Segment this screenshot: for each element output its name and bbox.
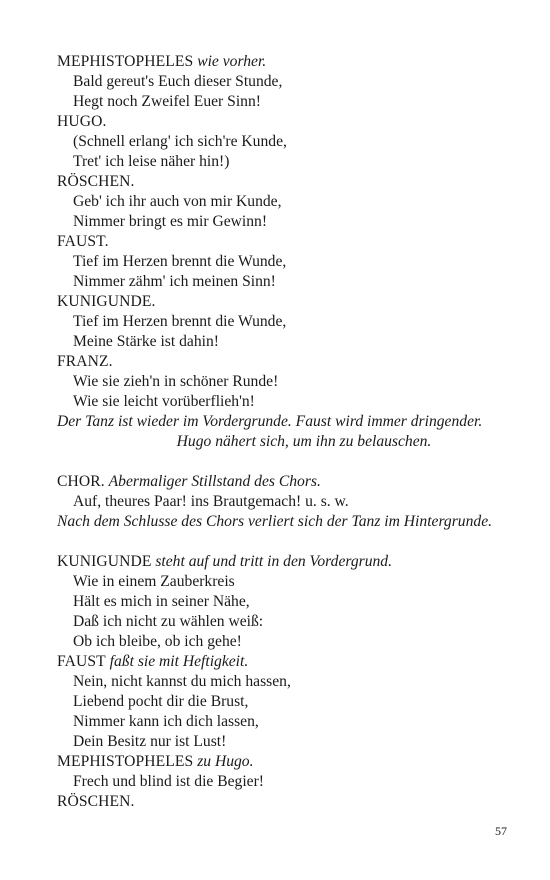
stage-direction: faßt sie mit Heftigkeit. [109, 653, 249, 670]
speaker-name: RÖSCHEN. [57, 793, 135, 810]
verse-line: Tief im Herzen brennt die Wunde, [73, 253, 287, 270]
speaker-line [57, 52, 517, 72]
speaker-name: FRANZ. [57, 353, 113, 370]
verse-line: Tief im Herzen brennt die Wunde, [73, 313, 287, 330]
blank-line [57, 452, 517, 472]
verse-line: Liebend pocht dir die Brust, [73, 693, 249, 710]
blank-line [57, 532, 517, 552]
speaker-name: CHOR. [57, 473, 105, 490]
verse-line: Auf, theures Paar! ins Brautgemach! u. s. w. [73, 493, 349, 510]
verse-line: Nimmer kann ich dich lassen, [73, 713, 259, 730]
speaker-line [57, 112, 517, 132]
speaker-line [57, 752, 517, 772]
verse-line: Wie in einem Zauberkreis [73, 573, 235, 590]
speaker-line [57, 472, 517, 492]
verse-line: Daß ich nicht zu wählen weiß: [73, 613, 264, 630]
verse-line: Geb' ich ihr auch von mir Kunde, [73, 193, 282, 210]
verse-line: Tret' ich leise näher hin!) [73, 153, 230, 170]
speaker-name: MEPHISTOPHELES [57, 753, 194, 770]
page-number: 57 [495, 824, 507, 838]
speaker-line [57, 232, 517, 252]
speaker-name: RÖSCHEN. [57, 173, 135, 190]
stage-direction: wie vorher. [197, 53, 267, 70]
stage-direction-line: Nach dem Schlusse des Chors verliert sich der Tanz im Hintergrunde. [57, 513, 493, 530]
stage-direction-line: Hugo nähert sich, um ihn zu belauschen. [176, 433, 432, 450]
stage-direction: steht auf und tritt in den Vordergrund. [155, 553, 393, 570]
verse-line: Wie sie leicht vorüberflieh'n! [73, 393, 255, 410]
stage-direction: Abermaliger Stillstand des Chors. [108, 473, 321, 490]
speaker-name: FAUST [57, 653, 106, 670]
speaker-line [57, 652, 517, 672]
stage-direction: zu Hugo. [197, 753, 254, 770]
speaker-line [57, 552, 517, 572]
speaker-name: MEPHISTOPHELES [57, 53, 194, 70]
verse-line: Frech und blind ist die Begier! [73, 773, 264, 790]
verse-line: Nein, nicht kannst du mich hassen, [73, 673, 291, 690]
speaker-name: HUGO. [57, 113, 107, 130]
verse-line: Wie sie zieh'n in schöner Runde! [73, 373, 279, 390]
verse-line: Bald gereut's Euch dieser Stunde, [73, 73, 283, 90]
speaker-name: FAUST. [57, 233, 109, 250]
verse-line: Hält es mich in seiner Nähe, [73, 593, 250, 610]
verse-line: (Schnell erlang' ich sich're Kunde, [73, 133, 287, 150]
speaker-line [57, 292, 517, 312]
text-block [57, 52, 517, 812]
verse-line: Hegt noch Zweifel Euer Sinn! [73, 93, 261, 110]
verse-line: Nimmer bringt es mir Gewinn! [73, 213, 268, 230]
verse-line: Ob ich bleibe, ob ich gehe! [73, 633, 242, 650]
speaker-name: KUNIGUNDE [57, 553, 152, 570]
speaker-line [57, 792, 517, 812]
stage-direction-line: Der Tanz ist wieder im Vordergrunde. Faust wird immer dringender. [57, 413, 483, 430]
verse-line: Nimmer zähm' ich meinen Sinn! [73, 273, 276, 290]
speaker-line [57, 352, 517, 372]
verse-line: Meine Stärke ist dahin! [73, 333, 219, 350]
speaker-line [57, 172, 517, 192]
verse-line: Dein Besitz nur ist Lust! [73, 733, 227, 750]
speaker-name: KUNIGUNDE. [57, 293, 156, 310]
